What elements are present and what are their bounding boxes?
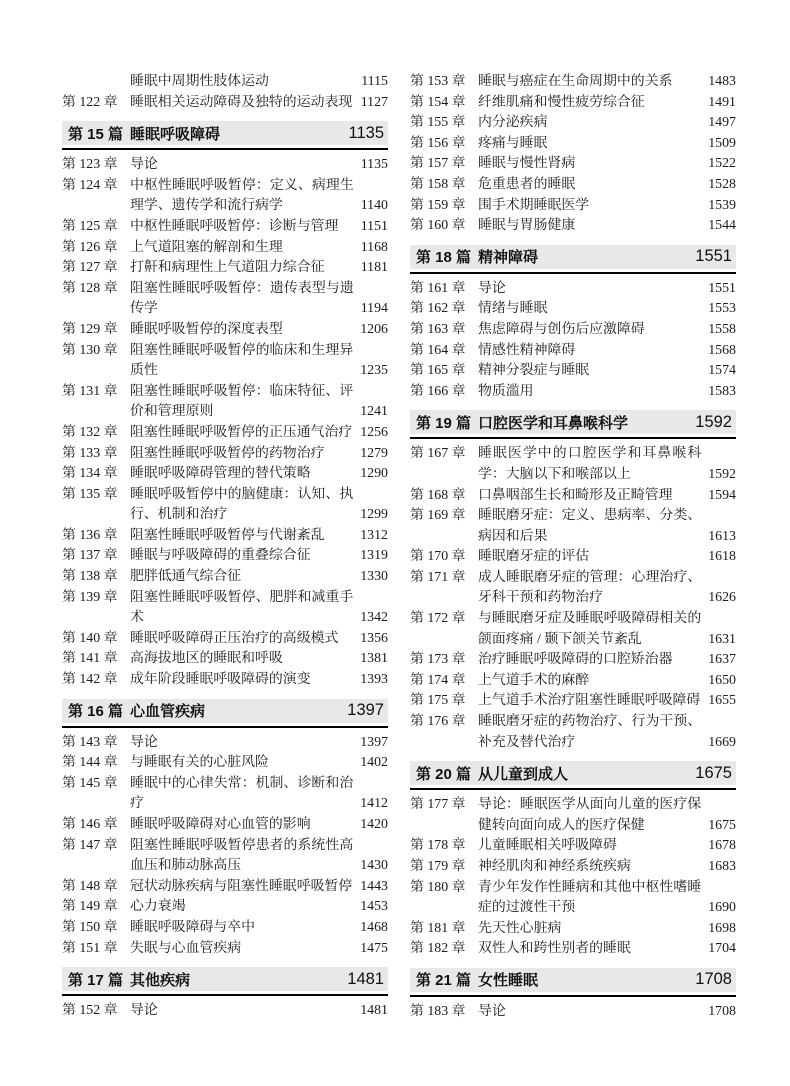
chapter-number: 第 135 章: [62, 486, 118, 502]
toc-entry: [410, 939, 736, 960]
toc-entry: [410, 795, 736, 836]
toc-entry: [62, 774, 388, 815]
section-page-number: 1675: [695, 763, 732, 782]
page-number: 1497: [708, 115, 736, 131]
toc-entry: [410, 568, 736, 609]
page-number: 1539: [708, 197, 736, 213]
chapter-title: 阻塞性睡眠呼吸暂停、肥胖和减重手术: [130, 589, 354, 626]
chapter-number: 第 150 章: [62, 919, 118, 935]
chapter-title: 物质滥用: [478, 383, 534, 399]
page-number: 1420: [360, 817, 388, 832]
chapter-title: 精神分裂症与睡眠: [478, 363, 590, 379]
page-number: 1558: [708, 321, 736, 337]
chapter-title: 阻塞性睡眠呼吸暂停与代谢紊乱: [130, 527, 325, 543]
chapter-number: 第 144 章: [62, 755, 118, 771]
chapter-number: 第 142 章: [62, 672, 118, 688]
chapter-title: 青少年发作性睡病和其他中枢性嗜睡症的过渡性干预: [478, 879, 702, 916]
toc-entry: [62, 733, 388, 754]
chapter-title: 口鼻咽部生长和畸形及正畸管理: [478, 487, 673, 503]
toc-entry: [62, 217, 388, 238]
page-number: 1206: [360, 321, 388, 337]
toc-entry: [410, 609, 736, 650]
chapter-number: 第 132 章: [62, 424, 118, 440]
page-number: 1583: [708, 383, 736, 399]
chapter-title: 内分泌疾病: [478, 115, 548, 131]
chapter-title: 睡眠磨牙症的评估: [478, 549, 590, 565]
toc-entry: [410, 506, 736, 547]
section-title: 口腔医学和耳鼻喉科学: [478, 414, 629, 432]
toc-entry: [410, 72, 736, 93]
chapter-title: 冠状动脉疾病与阻塞性睡眠呼吸暂停: [130, 878, 353, 894]
toc-entry: [410, 836, 736, 857]
chapter-number: 第 170 章: [410, 549, 466, 565]
section-number: 第 16 篇: [68, 703, 124, 721]
chapter-number: 第 165 章: [410, 363, 466, 379]
toc-entry: [62, 753, 388, 774]
chapter-number: 第 179 章: [410, 859, 466, 874]
page-number: 1613: [708, 528, 736, 544]
toc-entry: [62, 649, 388, 670]
page-number: 1135: [360, 157, 388, 173]
chapter-number: 第 125 章: [62, 218, 118, 234]
toc-entry: [62, 1001, 388, 1022]
toc-entry: [62, 72, 388, 93]
toc-entry: [410, 1002, 736, 1023]
chapter-title: 导论: [130, 157, 158, 173]
toc-entry: [62, 485, 388, 526]
page-number: 1356: [360, 630, 388, 646]
page-number: 1151: [360, 218, 388, 234]
page-number: 1650: [708, 672, 736, 688]
section-header-bar: [410, 410, 736, 434]
chapter-title: 睡眠中的心律失常：机制、诊断和治疗: [130, 775, 354, 812]
chapter-title: 睡眠呼吸障碍正压治疗的高级模式: [130, 630, 339, 646]
chapter-title: 中枢性睡眠呼吸暂停：诊断与管理: [130, 218, 339, 234]
section-divider: [410, 272, 736, 274]
toc-entry: [62, 258, 388, 279]
page-number: 1544: [708, 218, 736, 234]
chapter-title: 儿童睡眠相关呼吸障碍: [478, 838, 617, 854]
toc-section: [62, 699, 388, 728]
chapter-title: 危重患者的睡眠: [478, 176, 576, 192]
page-number: 1574: [708, 363, 736, 379]
page-number: 1140: [360, 198, 388, 214]
toc-section: [410, 761, 736, 790]
toc-entry: [62, 279, 388, 320]
page-number: 1115: [361, 74, 388, 89]
chapter-title: 导论: [130, 1003, 158, 1019]
toc-entry: [410, 299, 736, 320]
chapter-title: 治疗睡眠呼吸障碍的口腔矫治器: [478, 652, 673, 668]
page-number: 1453: [360, 899, 388, 915]
section-divider: [410, 788, 736, 790]
section-divider: [410, 995, 736, 997]
chapter-title: 阻塞性睡眠呼吸暂停的正压通气治疗: [130, 424, 353, 440]
toc-column-left: [62, 72, 388, 1086]
page-number: 1256: [360, 424, 388, 440]
toc-entry: [410, 113, 736, 134]
chapter-number: 第 175 章: [410, 693, 466, 709]
toc-entry: [410, 671, 736, 692]
page-number: 1127: [360, 94, 388, 110]
chapter-title: 睡眠呼吸暂停中的脑健康：认知、执行、机制和治疗: [130, 486, 354, 523]
chapter-number: 第 177 章: [410, 797, 466, 813]
chapter-number: 第 140 章: [62, 630, 118, 646]
chapter-number: 第 178 章: [410, 838, 466, 854]
chapter-number: 第 148 章: [62, 878, 118, 894]
toc-entry: [410, 196, 736, 217]
toc-entry: [410, 154, 736, 175]
toc-section: [410, 245, 736, 274]
page-number: 1509: [708, 135, 736, 151]
section-number: 第 17 篇: [68, 971, 124, 989]
chapter-title: 阻塞性睡眠呼吸暂停：临床特征、评价和管理原则: [130, 383, 354, 420]
toc-entry: [62, 238, 388, 259]
chapter-title: 睡眠医学中的口腔医学和耳鼻喉科学：大脑以下和喉部以上: [478, 446, 702, 482]
chapter-number: 第 122 章: [62, 94, 118, 110]
chapter-number: 第 176 章: [410, 714, 466, 730]
chapter-title: 睡眠呼吸障碍对心血管的影响: [130, 817, 311, 832]
chapter-title: 睡眠相关运动障碍及独特的运动表现: [130, 94, 353, 110]
page-number: 1690: [708, 900, 736, 916]
section-page-number: 1708: [695, 970, 732, 989]
page-number: 1299: [360, 507, 388, 523]
toc-entry: [410, 216, 736, 237]
chapter-number: 第 131 章: [62, 383, 118, 399]
chapter-number: 第 174 章: [410, 672, 466, 688]
chapter-title: 睡眠呼吸暂停的深度表型: [130, 321, 283, 337]
toc-entry: [62, 176, 388, 217]
chapter-title: 睡眠与呼吸障碍的重叠综合征: [130, 548, 311, 564]
chapter-title: 睡眠磨牙症的药物治疗、行为干预、补充及替代治疗: [478, 714, 702, 750]
chapter-number: [62, 72, 130, 93]
page-number: 1443: [360, 878, 388, 894]
chapter-number: 第 166 章: [410, 383, 466, 399]
chapter-number: 第 127 章: [62, 260, 118, 276]
toc-section: [62, 121, 388, 150]
toc-entry: [62, 877, 388, 898]
chapter-number: 第 154 章: [410, 94, 466, 110]
chapter-title: 与睡眠有关的心脏风险: [130, 755, 269, 771]
chapter-number: 第 138 章: [62, 569, 118, 585]
toc-entry: [62, 423, 388, 444]
toc-entry: [62, 567, 388, 588]
toc-entry: [62, 341, 388, 382]
chapter-title: 睡眠呼吸障碍与卒中: [130, 919, 256, 935]
section-number: 第 20 篇: [416, 765, 472, 783]
toc-section: [410, 968, 736, 997]
chapter-title: 高海拔地区的睡眠和呼吸: [130, 651, 283, 667]
chapter-title: 情感性精神障碍: [478, 342, 576, 358]
chapter-number: 第 164 章: [410, 342, 466, 358]
toc-entry: [410, 320, 736, 341]
chapter-number: 第 123 章: [62, 157, 118, 173]
toc-entry: [410, 486, 736, 507]
chapter-title: 上气道阻塞的解剖和生理: [130, 239, 283, 255]
chapter-number: 第 141 章: [62, 651, 118, 667]
chapter-number: 第 134 章: [62, 466, 118, 482]
page-number: 1468: [360, 919, 388, 935]
chapter-title: 上气道手术的麻醉: [478, 672, 590, 688]
page-number: 1330: [360, 569, 388, 585]
chapter-number: 第 173 章: [410, 652, 466, 668]
toc-entry: [410, 279, 736, 300]
toc-entry: [410, 878, 736, 919]
section-title: 女性睡眠: [478, 972, 539, 990]
section-divider: [62, 994, 388, 996]
chapter-title: 上气道手术治疗阻塞性睡眠呼吸障碍: [478, 693, 701, 709]
section-title: 睡眠呼吸障碍: [130, 125, 221, 143]
page-number: 1402: [360, 755, 388, 771]
chapter-title: 围手术期睡眠医学: [478, 197, 590, 213]
page-number: 1683: [708, 859, 736, 874]
chapter-title: 情绪与睡眠: [478, 301, 548, 317]
chapter-title: 纤维肌痛和慢性疲劳综合征: [478, 94, 645, 110]
toc-column-right: [410, 72, 736, 1086]
toc-entry: [410, 650, 736, 671]
chapter-number: 第 181 章: [410, 920, 466, 936]
section-title: 从儿童到成人: [478, 765, 569, 783]
chapter-title: 焦虑障碍与创伤后应激障碍: [478, 321, 645, 337]
chapter-number: 第 149 章: [62, 899, 118, 915]
chapter-title: 睡眠与胃肠健康: [478, 218, 576, 234]
chapter-title: 阻塞性睡眠呼吸暂停患者的系统性高血压和肺动脉高压: [130, 837, 354, 874]
chapter-title: 失眠与心血管疾病: [130, 940, 242, 956]
page-number: 1168: [360, 239, 388, 255]
chapter-number: 第 133 章: [62, 445, 118, 461]
chapter-number: 第 172 章: [410, 611, 466, 627]
section-number: 第 18 篇: [416, 249, 472, 267]
page-number: 1594: [708, 487, 736, 503]
section-page-number: 1551: [695, 247, 732, 266]
toc-entry: [62, 918, 388, 939]
chapter-title: 睡眠磨牙症：定义、患病率、分类、病因和后果: [478, 508, 702, 544]
page-number: 1568: [708, 342, 736, 358]
page-number: 1491: [708, 94, 736, 110]
toc-entry: [410, 134, 736, 155]
chapter-number: 第 155 章: [410, 115, 466, 131]
chapter-number: 第 151 章: [62, 940, 118, 956]
chapter-number: 第 163 章: [410, 321, 466, 337]
toc-entry: [62, 464, 388, 485]
chapter-number: 第 156 章: [410, 135, 466, 151]
toc-section: [410, 410, 736, 439]
chapter-number: 第 159 章: [410, 197, 466, 213]
chapter-title: 神经肌肉和神经系统疾病: [478, 859, 631, 874]
chapter-title: 睡眠呼吸障碍管理的替代策略: [130, 466, 311, 482]
toc-section: [62, 967, 388, 996]
toc-entry: [410, 919, 736, 940]
page-number: 1241: [360, 404, 388, 420]
page-number: 1290: [360, 466, 388, 482]
chapter-number: 第 180 章: [410, 879, 466, 895]
page-number: 1626: [708, 590, 736, 606]
section-header-bar: [410, 968, 736, 992]
chapter-title: 睡眠与癌症在生命周期中的关系: [478, 74, 673, 89]
page-number: 1522: [708, 156, 736, 172]
page-number: 1235: [360, 363, 388, 379]
toc-entry: [62, 629, 388, 650]
chapter-title: 阻塞性睡眠呼吸暂停：遗传表型与遗传学: [130, 280, 354, 317]
chapter-number: 第 167 章: [410, 446, 466, 462]
chapter-number: 第 147 章: [62, 837, 118, 853]
page-number: 1592: [708, 466, 736, 482]
page-number: 1551: [708, 280, 736, 296]
section-header-bar: [410, 245, 736, 269]
chapter-title: 导论: [478, 1003, 506, 1019]
page-number: 1194: [360, 301, 388, 317]
chapter-number: 第 136 章: [62, 527, 118, 543]
toc-entry: [410, 341, 736, 362]
chapter-title: 阻塞性睡眠呼吸暂停的药物治疗: [130, 445, 325, 461]
chapter-title: 肥胖低通气综合征: [130, 569, 242, 585]
page-number: 1342: [360, 610, 388, 626]
toc-entry: [62, 546, 388, 567]
chapter-number: 第 126 章: [62, 239, 118, 255]
page-number: 1412: [360, 796, 388, 812]
chapter-title: 睡眠中周期性肢体运动: [130, 74, 269, 89]
toc-entry: [62, 444, 388, 465]
page-number: 1312: [360, 527, 388, 543]
chapter-number: 第 146 章: [62, 817, 118, 832]
toc-entry: [62, 670, 388, 691]
chapter-number: 第 162 章: [410, 301, 466, 317]
chapter-number: 第 157 章: [410, 156, 466, 172]
chapter-number: 第 153 章: [410, 74, 466, 89]
toc-entry: [62, 320, 388, 341]
page-number: 1430: [360, 858, 388, 874]
toc-entry: [410, 444, 736, 485]
chapter-number: 第 183 章: [410, 1003, 466, 1019]
page-number: 1553: [708, 301, 736, 317]
chapter-number: 第 158 章: [410, 176, 466, 192]
page-number: 1397: [360, 734, 388, 750]
chapter-title: 导论：睡眠医学从面向儿童的医疗保健转向面向成人的医疗保健: [478, 797, 702, 833]
page-number: 1181: [360, 260, 388, 276]
chapter-title: 疼痛与睡眠: [478, 135, 548, 151]
chapter-number: 第 152 章: [62, 1003, 118, 1019]
chapter-title: 先天性心脏病: [478, 920, 562, 936]
chapter-number: 第 128 章: [62, 280, 118, 296]
page-number: 1631: [708, 631, 736, 647]
section-divider: [62, 148, 388, 150]
chapter-number: 第 171 章: [410, 569, 466, 585]
chapter-title: 阻塞性睡眠呼吸暂停的临床和生理异质性: [130, 342, 354, 379]
toc-entry: [410, 175, 736, 196]
page-number: 1675: [708, 817, 736, 833]
toc-entry: [62, 836, 388, 877]
chapter-number: 第 129 章: [62, 321, 118, 337]
chapter-title: 与睡眠磨牙症及睡眠呼吸障碍相关的颌面疼痛 / 颞下颌关节紊乱: [478, 611, 702, 647]
page-number: 1528: [708, 176, 736, 192]
section-divider: [410, 437, 736, 439]
chapter-title: 睡眠与慢性肾病: [478, 156, 576, 172]
section-title: 其他疾病: [130, 971, 191, 989]
chapter-number: 第 130 章: [62, 342, 118, 358]
chapter-number: 第 161 章: [410, 280, 466, 296]
page-number: 1637: [708, 652, 736, 668]
chapter-number: 第 160 章: [410, 218, 466, 234]
toc-entry: [410, 361, 736, 382]
page-number: 1678: [708, 838, 736, 854]
chapter-number: 第 139 章: [62, 589, 118, 605]
chapter-number: 第 169 章: [410, 508, 466, 524]
section-page-number: 1481: [347, 969, 384, 988]
chapter-title: 心力衰竭: [130, 899, 186, 915]
chapter-title: 打鼾和病理性上气道阻力综合征: [130, 260, 325, 276]
toc-entry: [62, 588, 388, 629]
page-number: 1319: [360, 548, 388, 564]
toc-entry: [62, 939, 388, 960]
section-divider: [62, 726, 388, 728]
chapter-number: 第 168 章: [410, 487, 466, 503]
page-number: 1618: [708, 549, 736, 565]
chapter-title: 双性人和跨性别者的睡眠: [478, 941, 631, 957]
toc-entry: [410, 857, 736, 878]
page-number: 1708: [708, 1003, 736, 1019]
section-number: 第 19 篇: [416, 414, 472, 432]
section-page-number: 1397: [347, 701, 384, 720]
chapter-number: 第 143 章: [62, 734, 118, 750]
page-number: 1279: [360, 445, 388, 461]
chapter-number: 第 182 章: [410, 941, 466, 957]
section-page-number: 1592: [695, 412, 732, 431]
toc-entry: [62, 382, 388, 423]
section-page-number: 1135: [348, 123, 384, 142]
page-number: 1698: [708, 920, 736, 936]
page-number: 1669: [708, 734, 736, 750]
toc-entry: [410, 382, 736, 403]
toc-entry: [410, 93, 736, 114]
chapter-title: 成人睡眠磨牙症的管理：心理治疗、牙科干预和药物治疗: [478, 569, 702, 606]
page-number: 1481: [360, 1003, 388, 1019]
section-header-bar: [410, 761, 736, 785]
chapter-number: 第 137 章: [62, 548, 118, 564]
toc-entry: [410, 691, 736, 712]
section-header-bar: [62, 121, 388, 145]
chapter-number: 第 124 章: [62, 177, 118, 193]
chapter-title: 导论: [130, 734, 158, 750]
chapter-title: 成年阶段睡眠呼吸障碍的演变: [130, 672, 311, 688]
page-number: 1393: [360, 672, 388, 688]
page-number: 1655: [708, 693, 736, 709]
page-number: 1381: [360, 651, 388, 667]
toc-entry: [62, 897, 388, 918]
page-number: 1704: [708, 941, 736, 957]
chapter-title: 导论: [478, 280, 506, 296]
toc-entry: [62, 815, 388, 836]
section-header-bar: [62, 967, 388, 991]
toc-entry: [62, 526, 388, 547]
section-title: 精神障碍: [478, 249, 539, 267]
chapter-number: 第 145 章: [62, 775, 118, 791]
toc-entry: [62, 155, 388, 176]
toc-entry: [410, 712, 736, 753]
toc-entry: [62, 93, 388, 114]
page-number: 1475: [360, 940, 388, 956]
page-number: 1483: [708, 74, 736, 89]
section-title: 心血管疾病: [130, 703, 206, 721]
section-number: 第 21 篇: [416, 972, 472, 990]
chapter-title: 中枢性睡眠呼吸暂停：定义、病理生理学、遗传学和流行病学: [130, 177, 354, 214]
section-number: 第 15 篇: [68, 125, 124, 143]
toc-entry: [410, 547, 736, 568]
section-header-bar: [62, 699, 388, 723]
